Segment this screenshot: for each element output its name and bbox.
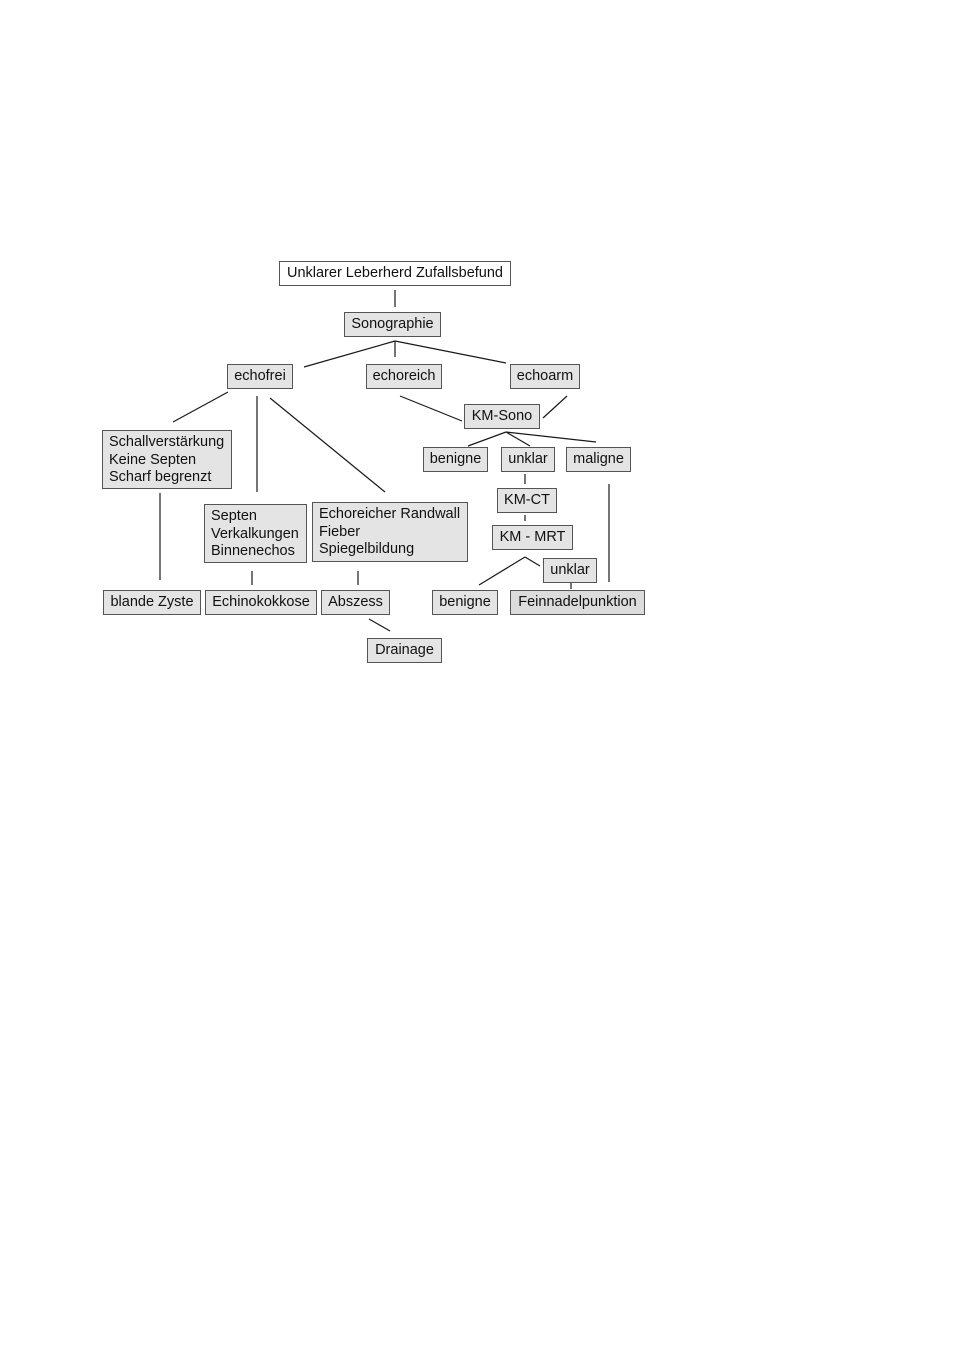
zyste-criteria-node bbox=[102, 430, 232, 489]
connector-sonographie-echoarm bbox=[395, 341, 506, 363]
root-node: Unklarer Leberherd Zufallsbefund bbox=[279, 261, 511, 286]
criteria-line: Keine Septen bbox=[109, 451, 197, 468]
benigne-node-1: benigne bbox=[423, 447, 488, 472]
km-ct-node: KM-CT bbox=[497, 488, 557, 513]
maligne-node: maligne bbox=[566, 447, 631, 472]
connector-echofrei-abszess-criteria bbox=[270, 398, 385, 492]
connector-echofrei-zyste-criteria bbox=[173, 392, 228, 422]
unklar-node-1: unklar bbox=[501, 447, 555, 472]
criteria-line: Spiegelbildung bbox=[319, 541, 415, 557]
benigne-node-2: benigne bbox=[432, 590, 498, 615]
connector-echoarm-kmsono bbox=[543, 396, 567, 418]
criteria-line: Schallverstärkung bbox=[109, 434, 225, 450]
km-sono-node: KM-Sono bbox=[464, 404, 540, 429]
sonographie-node: Sonographie bbox=[344, 312, 441, 337]
unklar-node-2: unklar bbox=[543, 558, 597, 583]
echoarm-node: echoarm bbox=[510, 364, 580, 389]
feinnadelpunktion-node: Feinnadelpunktion bbox=[510, 590, 645, 615]
connector-abszess-drainage bbox=[369, 619, 390, 631]
drainage-node: Drainage bbox=[367, 638, 442, 663]
criteria-line: Binnenechos bbox=[211, 543, 295, 559]
km-mrt-node: KM - MRT bbox=[492, 525, 573, 550]
abszess-node: Abszess bbox=[321, 590, 390, 615]
connector-kmmrt-benigne bbox=[479, 557, 525, 585]
connector-echoreich-kmsono bbox=[400, 396, 462, 421]
echofrei-node: echofrei bbox=[227, 364, 293, 389]
blande-zyste-node: blande Zyste bbox=[103, 590, 201, 615]
echinokokkose-node: Echinokokkose bbox=[205, 590, 317, 615]
criteria-line: Septen bbox=[211, 508, 257, 524]
connector-kmmrt-unklar bbox=[525, 557, 540, 566]
echino-criteria-node bbox=[204, 504, 307, 563]
criteria-line: Fieber bbox=[319, 523, 361, 540]
criteria-line: Echoreicher Randwall bbox=[319, 506, 461, 522]
criteria-line: Verkalkungen bbox=[211, 525, 299, 542]
criteria-line: Scharf begrenzt bbox=[109, 469, 212, 485]
echoreich-node: echoreich bbox=[366, 364, 442, 389]
abszess-criteria-node bbox=[312, 502, 468, 562]
connector-kmsono-benigne bbox=[468, 432, 506, 446]
